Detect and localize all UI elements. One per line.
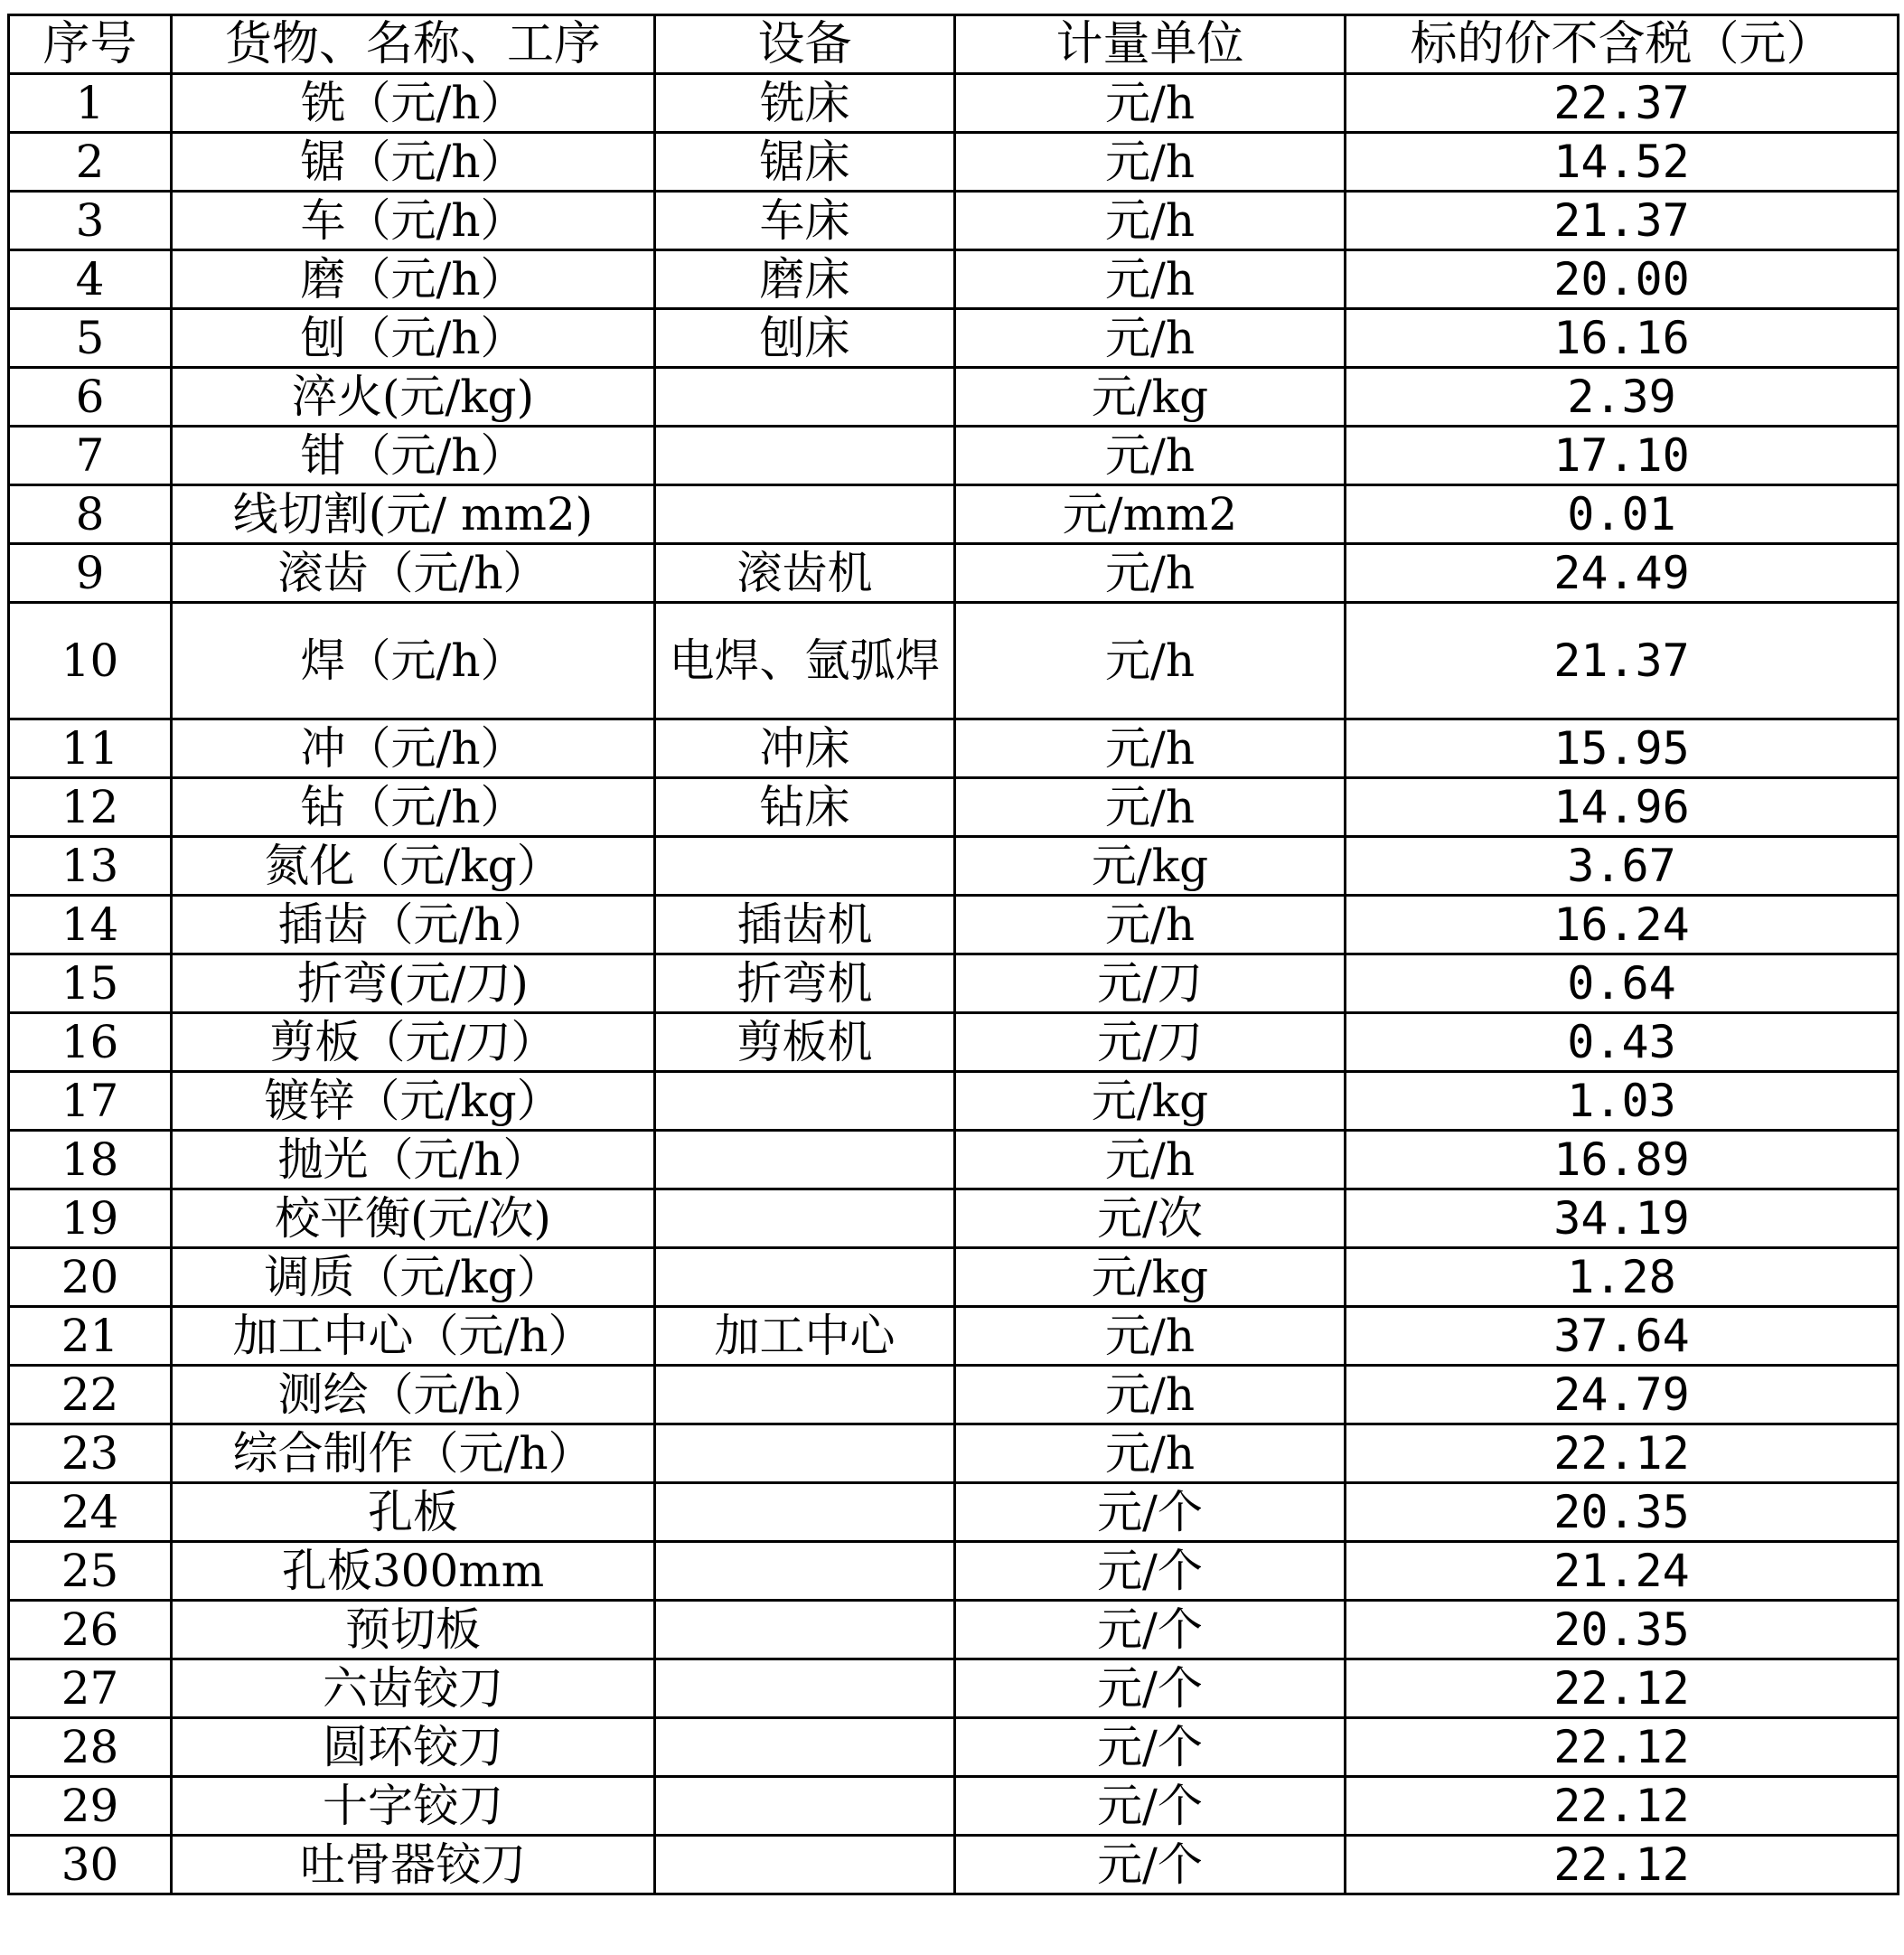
table-row (9, 1718, 1899, 1777)
cell-price: 20.00 (1346, 250, 1899, 309)
cell-price: 1.03 (1346, 1072, 1899, 1131)
cell-serial-number: 22 (9, 1366, 172, 1424)
header-item-name: 货物、名称、工序 (172, 15, 655, 74)
cell-serial-number: 23 (9, 1424, 172, 1483)
cell-serial-number: 21 (9, 1307, 172, 1366)
cell-price: 14.52 (1346, 133, 1899, 192)
cell-serial-number: 13 (9, 837, 172, 896)
cell-price: 0.64 (1346, 954, 1899, 1013)
cell-unit: 元/h (955, 1366, 1346, 1424)
table-row (9, 133, 1899, 192)
cell-item-name: 折弯(元/刀) (172, 954, 655, 1013)
cell-price: 22.12 (1346, 1777, 1899, 1836)
cell-serial-number: 29 (9, 1777, 172, 1836)
cell-serial-number: 17 (9, 1072, 172, 1131)
cell-price: 21.37 (1346, 192, 1899, 250)
cell-item-name: 车（元/h） (172, 192, 655, 250)
cell-unit: 元/个 (955, 1483, 1346, 1542)
table-row (9, 896, 1899, 954)
cell-unit: 元/h (955, 896, 1346, 954)
cell-serial-number: 28 (9, 1718, 172, 1777)
table-row (9, 954, 1899, 1013)
cell-item-name: 剪板（元/刀） (172, 1013, 655, 1072)
cell-price: 20.35 (1346, 1483, 1899, 1542)
cell-unit: 元/h (955, 309, 1346, 368)
table-row (9, 192, 1899, 250)
cell-equipment (655, 1131, 955, 1189)
cell-item-name: 线切割(元/ mm2) (172, 485, 655, 544)
cell-equipment: 加工中心 (655, 1307, 955, 1366)
cell-equipment (655, 1836, 955, 1894)
cell-item-name: 钳（元/h） (172, 427, 655, 485)
cell-price: 1.28 (1346, 1248, 1899, 1307)
cell-unit: 元/个 (955, 1659, 1346, 1718)
cell-equipment (655, 1424, 955, 1483)
cell-serial-number: 3 (9, 192, 172, 250)
cell-serial-number: 11 (9, 719, 172, 778)
cell-price: 0.43 (1346, 1013, 1899, 1072)
cell-unit: 元/h (955, 192, 1346, 250)
cell-serial-number: 19 (9, 1189, 172, 1248)
cell-price: 24.49 (1346, 544, 1899, 603)
cell-item-name: 冲（元/h） (172, 719, 655, 778)
cell-item-name: 综合制作（元/h） (172, 1424, 655, 1483)
table-row (9, 1659, 1899, 1718)
cell-unit: 元/次 (955, 1189, 1346, 1248)
cell-unit: 元/h (955, 74, 1346, 133)
table-row (9, 1483, 1899, 1542)
cell-item-name: 孔板300mm (172, 1542, 655, 1601)
cell-unit: 元/h (955, 250, 1346, 309)
cell-item-name: 十字铰刀 (172, 1777, 655, 1836)
table-row (9, 1836, 1899, 1894)
table-row (9, 1307, 1899, 1366)
cell-price: 37.64 (1346, 1307, 1899, 1366)
cell-unit: 元/h (955, 778, 1346, 837)
cell-serial-number: 8 (9, 485, 172, 544)
cell-item-name: 钻（元/h） (172, 778, 655, 837)
cell-price: 16.89 (1346, 1131, 1899, 1189)
cell-price: 34.19 (1346, 1189, 1899, 1248)
cell-equipment: 锯床 (655, 133, 955, 192)
cell-serial-number: 26 (9, 1601, 172, 1659)
cell-unit: 元/h (955, 427, 1346, 485)
cell-price: 20.35 (1346, 1601, 1899, 1659)
cell-item-name: 镀锌（元/kg） (172, 1072, 655, 1131)
table-row (9, 837, 1899, 896)
header-unit: 计量单位 (955, 15, 1346, 74)
cell-item-name: 六齿铰刀 (172, 1659, 655, 1718)
header-row (9, 15, 1899, 74)
cell-unit: 元/个 (955, 1777, 1346, 1836)
table-row (9, 1542, 1899, 1601)
cell-serial-number: 16 (9, 1013, 172, 1072)
price-sheet (7, 14, 1899, 1895)
cell-serial-number: 30 (9, 1836, 172, 1894)
header-price: 标的价不含税（元） (1346, 15, 1899, 74)
cell-price: 0.01 (1346, 485, 1899, 544)
table-row (9, 1013, 1899, 1072)
table-row (9, 427, 1899, 485)
cell-unit: 元/kg (955, 1072, 1346, 1131)
cell-unit: 元/刀 (955, 954, 1346, 1013)
table-row (9, 1366, 1899, 1424)
cell-item-name: 铣（元/h） (172, 74, 655, 133)
cell-equipment: 刨床 (655, 309, 955, 368)
table-body (9, 74, 1899, 1894)
cell-serial-number: 18 (9, 1131, 172, 1189)
cell-unit: 元/h (955, 719, 1346, 778)
cell-price: 2.39 (1346, 368, 1899, 427)
cell-equipment: 冲床 (655, 719, 955, 778)
cell-serial-number: 15 (9, 954, 172, 1013)
table-row (9, 544, 1899, 603)
cell-serial-number: 10 (9, 603, 172, 719)
cell-item-name: 锯（元/h） (172, 133, 655, 192)
cell-unit: 元/kg (955, 1248, 1346, 1307)
cell-item-name: 磨（元/h） (172, 250, 655, 309)
table-row (9, 1072, 1899, 1131)
cell-item-name: 孔板 (172, 1483, 655, 1542)
cell-price: 24.79 (1346, 1366, 1899, 1424)
cell-unit: 元/h (955, 1424, 1346, 1483)
cell-equipment: 车床 (655, 192, 955, 250)
table-header (9, 15, 1899, 74)
cell-serial-number: 6 (9, 368, 172, 427)
cell-equipment (655, 1718, 955, 1777)
cell-unit: 元/个 (955, 1542, 1346, 1601)
table-row (9, 1248, 1899, 1307)
cell-equipment: 电焊、氩弧焊 (655, 603, 955, 719)
table-row (9, 1131, 1899, 1189)
header-equipment: 设备 (655, 15, 955, 74)
table-row (9, 485, 1899, 544)
cell-serial-number: 12 (9, 778, 172, 837)
cell-equipment (655, 427, 955, 485)
cell-equipment: 铣床 (655, 74, 955, 133)
cell-unit: 元/个 (955, 1836, 1346, 1894)
cell-serial-number: 4 (9, 250, 172, 309)
cell-price: 15.95 (1346, 719, 1899, 778)
table-row (9, 1777, 1899, 1836)
cell-equipment: 折弯机 (655, 954, 955, 1013)
cell-equipment (655, 1248, 955, 1307)
cell-price: 16.24 (1346, 896, 1899, 954)
cell-equipment (655, 368, 955, 427)
cell-item-name: 加工中心（元/h） (172, 1307, 655, 1366)
cell-equipment (655, 1659, 955, 1718)
cell-serial-number: 25 (9, 1542, 172, 1601)
cell-equipment (655, 1777, 955, 1836)
cell-unit: 元/刀 (955, 1013, 1346, 1072)
cell-price: 22.12 (1346, 1718, 1899, 1777)
cell-equipment (655, 1601, 955, 1659)
cell-serial-number: 9 (9, 544, 172, 603)
cell-price: 21.37 (1346, 603, 1899, 719)
price-table (7, 14, 1899, 1895)
cell-item-name: 调质（元/kg） (172, 1248, 655, 1307)
cell-price: 3.67 (1346, 837, 1899, 896)
cell-price: 14.96 (1346, 778, 1899, 837)
cell-item-name: 淬火(元/kg) (172, 368, 655, 427)
cell-unit: 元/kg (955, 837, 1346, 896)
cell-equipment: 磨床 (655, 250, 955, 309)
cell-equipment (655, 1366, 955, 1424)
cell-price: 22.12 (1346, 1424, 1899, 1483)
cell-item-name: 氮化（元/kg） (172, 837, 655, 896)
table-row (9, 250, 1899, 309)
table-row (9, 719, 1899, 778)
cell-unit: 元/h (955, 544, 1346, 603)
cell-price: 17.10 (1346, 427, 1899, 485)
cell-price: 16.16 (1346, 309, 1899, 368)
cell-equipment (655, 485, 955, 544)
cell-item-name: 抛光（元/h） (172, 1131, 655, 1189)
table-row (9, 1189, 1899, 1248)
cell-unit: 元/kg (955, 368, 1346, 427)
cell-unit: 元/h (955, 1131, 1346, 1189)
cell-equipment: 剪板机 (655, 1013, 955, 1072)
cell-item-name: 预切板 (172, 1601, 655, 1659)
table-row (9, 1424, 1899, 1483)
cell-price: 22.12 (1346, 1659, 1899, 1718)
cell-item-name: 圆环铰刀 (172, 1718, 655, 1777)
cell-item-name: 插齿（元/h） (172, 896, 655, 954)
cell-unit: 元/个 (955, 1601, 1346, 1659)
cell-serial-number: 24 (9, 1483, 172, 1542)
cell-unit: 元/h (955, 603, 1346, 719)
table-row (9, 1601, 1899, 1659)
cell-price: 22.37 (1346, 74, 1899, 133)
cell-equipment (655, 1189, 955, 1248)
table-row (9, 778, 1899, 837)
table-row (9, 309, 1899, 368)
cell-serial-number: 27 (9, 1659, 172, 1718)
header-serial-number: 序号 (9, 15, 172, 74)
cell-serial-number: 7 (9, 427, 172, 485)
cell-serial-number: 14 (9, 896, 172, 954)
cell-equipment (655, 1072, 955, 1131)
cell-unit: 元/h (955, 133, 1346, 192)
cell-equipment: 插齿机 (655, 896, 955, 954)
table-row (9, 603, 1899, 719)
cell-item-name: 校平衡(元/次) (172, 1189, 655, 1248)
cell-equipment: 滚齿机 (655, 544, 955, 603)
cell-item-name: 吐骨器铰刀 (172, 1836, 655, 1894)
cell-equipment (655, 837, 955, 896)
cell-equipment: 钻床 (655, 778, 955, 837)
cell-item-name: 测绘（元/h） (172, 1366, 655, 1424)
cell-item-name: 刨（元/h） (172, 309, 655, 368)
cell-item-name: 焊（元/h） (172, 603, 655, 719)
cell-serial-number: 20 (9, 1248, 172, 1307)
cell-unit: 元/mm2 (955, 485, 1346, 544)
cell-equipment (655, 1542, 955, 1601)
cell-price: 21.24 (1346, 1542, 1899, 1601)
cell-unit: 元/个 (955, 1718, 1346, 1777)
cell-serial-number: 1 (9, 74, 172, 133)
cell-price: 22.12 (1346, 1836, 1899, 1894)
cell-unit: 元/h (955, 1307, 1346, 1366)
cell-serial-number: 2 (9, 133, 172, 192)
cell-equipment (655, 1483, 955, 1542)
table-row (9, 74, 1899, 133)
table-row (9, 368, 1899, 427)
cell-serial-number: 5 (9, 309, 172, 368)
cell-item-name: 滚齿（元/h） (172, 544, 655, 603)
